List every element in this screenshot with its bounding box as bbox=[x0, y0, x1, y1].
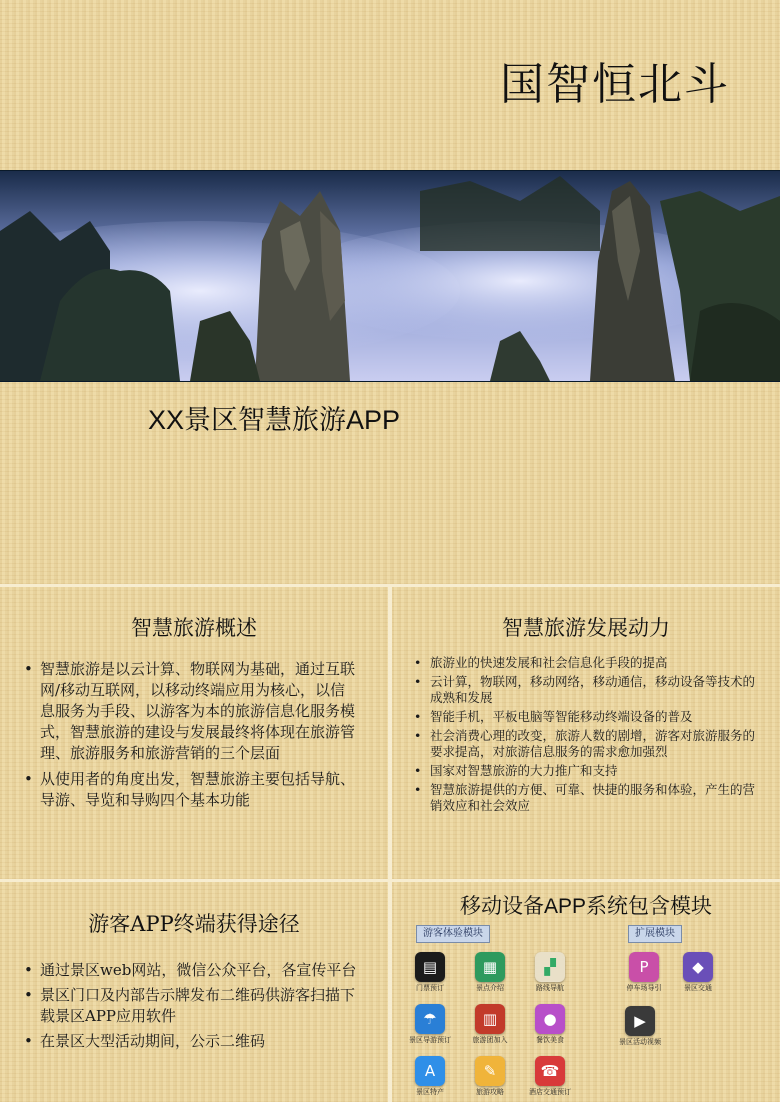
experience-module-label: 游客体验模块 bbox=[416, 925, 490, 943]
channels-list bbox=[24, 960, 358, 1056]
app-module-label: 路线导航 bbox=[536, 984, 564, 992]
list-item: • 通过景区web网站，微信公众平台，各宣传平台 bbox=[24, 960, 358, 981]
app-module-tile bbox=[520, 952, 580, 993]
list-item: • 旅游业的快速发展和社会信息化手段的提高 bbox=[414, 655, 760, 671]
app-module-tile bbox=[520, 1004, 580, 1045]
chat-icon: ● bbox=[535, 1004, 565, 1034]
clapper-icon: ▶ bbox=[625, 1006, 655, 1036]
channels-heading: 游客APP终端获得途径 bbox=[88, 912, 300, 936]
app-module-tile bbox=[400, 952, 460, 993]
list-item: • 社会消费心理的改变，旅游人数的剧增，游客对旅游服务的要求提高，对旅游信息服务的需求愈加强烈 bbox=[414, 728, 760, 760]
app-module-label: 餐饮美食 bbox=[536, 1036, 564, 1044]
brand-title: 国智恒北斗 bbox=[500, 59, 730, 110]
app-module-label: 景点介绍 bbox=[476, 984, 504, 992]
app-module-label: 景区活动视频 bbox=[619, 1038, 661, 1046]
channels-slide bbox=[0, 882, 388, 1102]
list-item: • 在景区大型活动期间，公示二维码 bbox=[24, 1031, 358, 1052]
app-module-tile bbox=[400, 1004, 460, 1045]
app-module-tile bbox=[610, 1006, 670, 1047]
extension-module-label: 扩展模块 bbox=[628, 925, 682, 943]
app-module-label: 酒店交通预订 bbox=[529, 1088, 571, 1096]
app-module-label: 门票预订 bbox=[416, 984, 444, 992]
app-module-tile bbox=[668, 952, 728, 993]
app-module-tile bbox=[460, 952, 520, 993]
list-item: • 智慧旅游提供的方便、可靠、快捷的服务和体验，产生的营销效应和社会效应 bbox=[414, 782, 760, 814]
app-module-label: 旅游攻略 bbox=[476, 1088, 504, 1096]
app-module-tile bbox=[614, 952, 674, 993]
app-module-label: 停车场导引 bbox=[626, 984, 662, 992]
overview-list bbox=[24, 659, 358, 816]
phone-icon: ☎ bbox=[535, 1056, 565, 1086]
appstore-icon: A bbox=[415, 1056, 445, 1086]
list-item: • 从使用者的角度出发，智慧旅游主要包括导航、导游、导览和导购四个基本功能 bbox=[24, 769, 358, 811]
app-module-tile bbox=[460, 1004, 520, 1045]
divider bbox=[388, 584, 392, 1102]
list-item: • 云计算，物联网，移动网络，移动通信，移动设备等技术的成熟和发展 bbox=[414, 674, 760, 706]
app-module-label: 景区特产 bbox=[416, 1088, 444, 1096]
overview-slide bbox=[0, 587, 388, 879]
modules-heading: 移动设备APP系统包含模块 bbox=[459, 895, 713, 918]
drivers-list bbox=[414, 655, 760, 817]
drivers-heading: 智慧旅游发展动力 bbox=[502, 616, 670, 640]
diamond-icon: ◆ bbox=[683, 952, 713, 982]
list-item: • 智慧旅游是以云计算、物联网为基础，通过互联网/移动互联网，以移动终端应用为核心，以信息服务为手段、以游客为本的旅游信息化服务模式，智慧旅游的建设与发展最终将体现在旅游管理、旅游服务和旅游营销的三个层面 bbox=[24, 659, 358, 764]
wallet-icon: ▤ bbox=[415, 952, 445, 982]
app-module-label: 旅游团加入 bbox=[472, 1036, 508, 1044]
app-module-tile bbox=[520, 1056, 580, 1097]
app-module-label: 景区交通 bbox=[684, 984, 712, 992]
list-item: • 国家对智慧旅游的大力推广和支持 bbox=[414, 763, 760, 779]
app-module-tile bbox=[460, 1056, 520, 1097]
app-module-tile bbox=[400, 1056, 460, 1097]
drivers-slide bbox=[392, 587, 780, 879]
note-icon: ✎ bbox=[475, 1056, 505, 1086]
umbrella-icon: ☂ bbox=[415, 1004, 445, 1034]
list-item: • 智能手机，平板电脑等智能移动终端设备的普及 bbox=[414, 709, 760, 725]
parking-icon: P bbox=[629, 952, 659, 982]
slide-title: XX景区智慧旅游APP bbox=[148, 405, 401, 435]
mountain-photo bbox=[0, 170, 780, 382]
list-item: • 景区门口及内部告示牌发布二维码供游客扫描下载景区APP应用软件 bbox=[24, 985, 358, 1027]
modules-slide bbox=[392, 882, 780, 1102]
overview-heading: 智慧旅游概述 bbox=[131, 616, 257, 640]
map-icon: ▞ bbox=[535, 952, 565, 982]
book-icon: ▥ bbox=[475, 1004, 505, 1034]
store-icon: ▦ bbox=[475, 952, 505, 982]
app-module-label: 景区导游预订 bbox=[409, 1036, 451, 1044]
